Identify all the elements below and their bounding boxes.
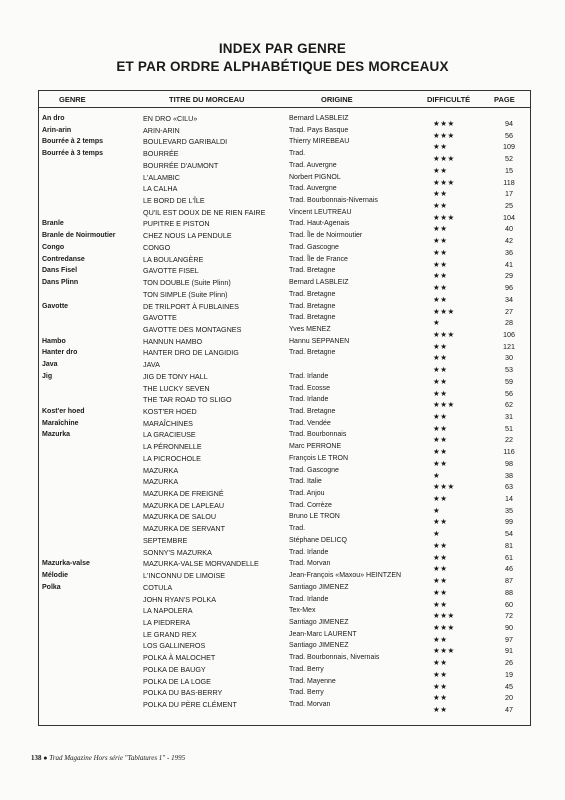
titre-cell: JAVA — [143, 360, 160, 370]
table-row — [39, 278, 530, 293]
page-cell: 26 — [505, 658, 513, 668]
titre-cell: MAZURKA DE LAPLEAU — [143, 500, 225, 510]
genre-cell: Kost'er hoed — [42, 408, 85, 415]
page-cell: 28 — [505, 318, 513, 328]
difficulte-cell: ★★ — [433, 669, 448, 679]
table-row — [39, 324, 530, 339]
origine-cell: Trad. Pays Basque — [289, 126, 349, 134]
difficulte-cell: ★★ — [433, 564, 448, 574]
table-row — [39, 676, 530, 691]
page-cell: 46 — [505, 564, 513, 574]
page-cell: 40 — [505, 224, 513, 234]
page-cell: 59 — [505, 376, 513, 386]
difficulte-cell: ★★ — [433, 423, 448, 433]
index-title-line1: INDEX PAR GENRE — [218, 41, 347, 56]
origine-cell: François LE TRON — [289, 454, 348, 462]
origine-cell: Trad. Île de France — [289, 255, 348, 263]
titre-cell: GAVOTTE — [143, 313, 177, 323]
origine-cell: Trad. Corrèze — [289, 501, 332, 509]
difficulte-cell: ★★ — [433, 447, 448, 457]
difficulte-cell: ★★ — [433, 412, 448, 421]
titre-cell: LA PIEDRERA — [143, 617, 191, 627]
titre-cell: QU'IL EST DOUX DE NE RIEN FAIRE — [143, 207, 266, 217]
origine-cell: Trad. Bretagne — [289, 302, 336, 310]
genre-cell: Branle — [42, 220, 64, 228]
page-cell: 54 — [505, 529, 513, 539]
page-cell: 106 — [503, 329, 515, 339]
table-row — [39, 266, 530, 281]
origine-cell: Trad. Bourbonnais, Nivernais — [289, 654, 380, 662]
difficulte-cell: ★ — [433, 470, 441, 480]
table-row — [39, 664, 530, 679]
page-cell: 61 — [505, 552, 513, 562]
table-row — [39, 559, 530, 574]
table-row — [39, 594, 530, 609]
difficulte-cell: ★★ — [433, 435, 448, 445]
difficulte-cell: ★★ — [433, 341, 448, 351]
table-row — [39, 524, 530, 539]
difficulte-cell: ★★ — [433, 517, 448, 527]
titre-cell: LA PICROCHOLE — [143, 453, 201, 463]
origine-cell: Bruno LE TRON — [289, 513, 340, 521]
table-row — [39, 383, 530, 398]
difficulte-cell: ★★ — [433, 294, 448, 304]
origine-cell: Trad. Italie — [289, 478, 322, 486]
genre-cell: Gavotte — [42, 302, 69, 310]
table-row — [39, 313, 530, 328]
page-cell: 34 — [505, 294, 513, 304]
titre-cell: CHEZ NOUS LA PENDULE — [143, 231, 232, 241]
origine-cell: Trad. Auvergne — [289, 161, 337, 169]
col-origine-header: ORIGINE — [321, 95, 353, 104]
table-row — [39, 418, 530, 433]
titre-cell: GAVOTTE FISEL — [143, 266, 199, 276]
col-difficulte-header: DIFFICULTÉ — [427, 95, 471, 104]
difficulte-cell: ★★★ — [433, 482, 455, 492]
table-row — [39, 442, 530, 457]
table-row — [39, 641, 530, 656]
table-row — [39, 219, 530, 234]
origine-cell: Trad. Irlande — [289, 396, 329, 404]
difficulte-cell: ★★ — [433, 388, 448, 398]
titre-cell: TON SIMPLE (Suite Plinn) — [143, 289, 228, 299]
page-cell: 35 — [505, 505, 513, 515]
difficulte-cell: ★★ — [433, 376, 448, 386]
origine-cell: Trad. Bretagne — [289, 314, 336, 322]
footer-publication: Trad Magazine Hors série "Tablatures 1" - 1995 — [49, 754, 186, 762]
difficulte-cell: ★★★ — [433, 154, 455, 164]
page-cell: 81 — [505, 540, 513, 550]
page-cell: 62 — [505, 400, 513, 410]
table-row — [39, 160, 530, 175]
page-cell: 87 — [505, 576, 513, 586]
titre-cell: BOULEVARD GARIBALDI — [143, 137, 228, 147]
titre-cell: BOURRÉE — [143, 149, 179, 159]
titre-cell: LA NAPOLERA — [143, 606, 193, 616]
origine-cell: Trad. Gascogne — [289, 243, 339, 251]
titre-cell: MAZURKA — [143, 465, 179, 475]
titre-cell: MAZURKA — [143, 477, 179, 487]
titre-cell: MAZURKA-VALSE MORVANDELLE — [143, 559, 259, 569]
table-row — [39, 289, 530, 304]
difficulte-cell: ★★ — [433, 353, 448, 363]
origine-cell: Trad. Berry — [289, 665, 324, 673]
difficulte-cell: ★★ — [433, 458, 448, 468]
genre-cell: Jig — [42, 372, 53, 380]
page-cell: 90 — [505, 622, 513, 632]
table-row — [39, 371, 530, 386]
difficulte-cell: ★★★ — [433, 646, 455, 656]
genre-cell: Java — [42, 361, 58, 369]
genre-cell: Bourrée à 3 temps — [42, 150, 104, 158]
genre-cell: Hambo — [42, 337, 66, 345]
table-row — [39, 465, 530, 480]
difficulte-cell: ★ — [433, 529, 441, 539]
page-cell: 52 — [505, 154, 513, 164]
table-row — [39, 137, 530, 152]
difficulte-cell: ★★ — [433, 587, 448, 597]
difficulte-cell: ★★★ — [433, 212, 455, 222]
titre-cell: ARIN-ARIN — [143, 125, 180, 135]
table-row — [39, 547, 530, 562]
origine-cell: Trad. Irlande — [289, 372, 329, 380]
origine-cell: Norbert PIGNOL — [289, 173, 341, 181]
index-title-line2: ET PAR ORDRE ALPHABÉTIQUE DES MORCEAUX — [116, 59, 449, 74]
origine-cell: Trad. Bourbonnais — [289, 431, 347, 439]
difficulte-cell: ★★ — [433, 271, 448, 281]
titre-cell: MAZURKA DE SALOU — [143, 512, 217, 522]
page-cell: 53 — [505, 365, 513, 375]
page-cell: 15 — [505, 165, 513, 175]
genre-cell: Mazurka-valse — [42, 560, 90, 568]
table-row — [39, 653, 530, 668]
difficulte-cell: ★ — [433, 318, 441, 328]
page-cell: 30 — [505, 353, 513, 363]
table-row — [39, 336, 530, 351]
titre-cell: L'INCONNU DE LIMOISE — [143, 571, 226, 581]
page-cell: 47 — [505, 705, 513, 714]
difficulte-cell: ★★ — [433, 247, 448, 257]
titre-cell: POLKA À MALOCHET — [143, 653, 216, 663]
genre-cell: Hanter dro — [42, 349, 78, 357]
origine-cell: Hannu SEPPANEN — [289, 337, 350, 345]
titre-cell: JIG DE TONY HALL — [143, 371, 208, 381]
difficulte-cell: ★★ — [433, 142, 448, 152]
table-row — [39, 149, 530, 164]
titre-cell: PUPITRE E PISTON — [143, 219, 210, 229]
difficulte-cell: ★★ — [433, 634, 448, 644]
origine-cell: Santiago JIMENEZ — [289, 618, 349, 626]
page-cell: 88 — [505, 587, 513, 597]
difficulte-cell: ★★ — [433, 658, 448, 668]
origine-cell: Stéphane DELICQ — [289, 536, 347, 544]
difficulte-cell: ★★ — [433, 365, 448, 375]
titre-cell: MAZURKA DE SERVANT — [143, 524, 226, 534]
titre-cell: MARAÎCHINES — [143, 418, 193, 428]
difficulte-cell: ★★★ — [433, 177, 455, 187]
page-cell: 42 — [505, 236, 513, 246]
difficulte-cell: ★★ — [433, 599, 448, 609]
table-row — [39, 196, 530, 211]
titre-cell: MAZURKA DE FREIGNÉ — [143, 489, 224, 499]
table-row — [39, 571, 530, 586]
difficulte-cell: ★★ — [433, 540, 448, 550]
col-page-header: PAGE — [494, 95, 515, 104]
table-row — [39, 207, 530, 222]
titre-cell: BOURRÉE D'AUMONT — [143, 160, 219, 170]
difficulte-cell: ★★ — [433, 494, 448, 504]
genre-cell: Contredanse — [42, 255, 85, 263]
origine-cell: Bernard LASBLEIZ — [289, 115, 349, 122]
titre-cell: LE GRAND REX — [143, 629, 197, 639]
titre-cell: LA GRACIEUSE — [143, 430, 196, 440]
page-cell: 56 — [505, 388, 513, 398]
difficulte-cell: ★★ — [433, 189, 448, 199]
titre-cell: POLKA DE LA LOGE — [143, 676, 211, 686]
origine-cell: Trad. Bourbonnais-Nivernais — [289, 197, 378, 205]
table-row — [39, 242, 530, 257]
difficulte-cell: ★★ — [433, 201, 448, 211]
page-cell: 63 — [505, 482, 513, 492]
page-cell: 22 — [505, 435, 513, 445]
origine-cell: Trad. Gascogne — [289, 466, 339, 474]
page-cell: 29 — [505, 271, 513, 281]
origine-cell: Jean-Marc LAURENT — [289, 630, 357, 638]
titre-cell: LE BORD DE L'ÎLE — [143, 196, 205, 206]
titre-cell: GAVOTTE DES MONTAGNES — [143, 324, 242, 334]
page-footer — [31, 754, 185, 762]
page-cell: 97 — [505, 634, 513, 644]
origine-cell: Trad. Haut-Agenais — [289, 220, 350, 228]
page-cell: 99 — [505, 517, 513, 527]
origine-cell: Vincent LEUTREAU — [289, 208, 352, 216]
table-row — [39, 184, 530, 199]
table-row — [39, 582, 530, 597]
page-cell: 91 — [505, 646, 513, 656]
origine-cell: Trad. Bretagne — [289, 267, 336, 275]
titre-cell: DE TRILPORT À FUBLAINES — [143, 301, 239, 311]
titre-cell: HANTER DRO DE LANGIDIG — [143, 348, 239, 358]
origine-cell: Trad. Morvan — [289, 560, 331, 568]
titre-cell: SONNY'S MAZURKA — [143, 547, 212, 557]
difficulte-cell: ★★ — [433, 576, 448, 586]
origine-cell: Trad. Bretagne — [289, 408, 336, 415]
table-row — [39, 395, 530, 410]
difficulte-cell: ★★★ — [433, 130, 455, 140]
titre-cell: HANNUN HAMBO — [143, 336, 203, 346]
origine-cell: Trad. — [289, 525, 306, 533]
origine-cell: Trad. Bretagne — [289, 290, 336, 298]
titre-cell: LOS GALLINEROS — [143, 641, 206, 651]
genre-cell: An dro — [42, 115, 65, 122]
page-cell: 98 — [505, 458, 513, 468]
table-row — [39, 453, 530, 468]
titre-cell: THE TAR ROAD TO SLIGO — [143, 395, 232, 405]
genre-cell: Branle de Noirmoutier — [42, 232, 116, 240]
difficulte-cell: ★★★ — [433, 329, 455, 339]
page-cell: 31 — [505, 412, 513, 421]
origine-cell: Marc PERRONE — [289, 443, 342, 451]
table-row — [39, 606, 530, 621]
page-cell: 118 — [503, 177, 515, 187]
footer-page-number: 138 — [31, 754, 42, 762]
page-cell: 109 — [503, 142, 515, 152]
origine-cell: Trad. Île de Noirmoutier — [289, 232, 363, 240]
difficulte-cell: ★★ — [433, 224, 448, 234]
genre-cell: Dans Fisel — [42, 267, 78, 275]
genre-cell: Congo — [42, 243, 65, 251]
table-row — [39, 231, 530, 246]
origine-cell: Thierry MIREBEAU — [289, 138, 350, 146]
titre-cell: CONGO — [143, 242, 171, 252]
difficulte-cell: ★ — [433, 505, 441, 515]
origine-cell: Trad. Vendée — [289, 419, 331, 427]
difficulte-cell: ★★★ — [433, 611, 455, 621]
page-cell: 121 — [503, 341, 515, 351]
genre-cell: Mazurka — [42, 431, 71, 439]
difficulte-cell: ★★ — [433, 259, 448, 269]
origine-cell: Tex-Mex — [289, 607, 316, 615]
genre-cell: Polka — [42, 583, 61, 591]
origine-cell: Trad. Anjou — [289, 490, 325, 498]
difficulte-cell: ★★ — [433, 283, 448, 293]
origine-cell: Santiago JIMENEZ — [289, 642, 349, 650]
page-cell: 56 — [505, 130, 513, 140]
table-row — [39, 348, 530, 363]
titre-cell: THE LUCKY SEVEN — [143, 383, 210, 393]
page-cell: 27 — [505, 306, 513, 316]
index-table — [38, 90, 531, 726]
page-cell: 38 — [505, 470, 513, 480]
table-row — [39, 114, 530, 128]
table-row — [39, 254, 530, 269]
titre-cell: LA PÉRONNELLE — [143, 442, 202, 452]
titre-cell: EN DRO «CILU» — [143, 114, 198, 123]
col-titre-header: TITRE DU MORCEAU — [169, 95, 245, 104]
page-cell: 94 — [505, 119, 513, 128]
page-cell: 36 — [505, 247, 513, 257]
titre-cell: L'ALAMBIC — [143, 172, 180, 182]
titre-cell: KOST'ER HOED — [143, 407, 197, 416]
difficulte-cell: ★★★ — [433, 119, 455, 128]
origine-cell: Santiago JIMENEZ — [289, 583, 349, 591]
table-row — [39, 489, 530, 504]
page-cell: 14 — [505, 494, 513, 504]
genre-cell: Mélodie — [42, 572, 69, 580]
table-row — [39, 172, 530, 187]
table-row — [39, 407, 530, 421]
titre-cell: TON DOUBLE (Suite Plinn) — [143, 278, 231, 288]
titre-cell: POLKA DU BAS-BERRY — [143, 688, 223, 698]
titre-cell: COTULA — [143, 582, 173, 592]
page-cell: 20 — [505, 693, 513, 703]
origine-cell: Trad. — [289, 150, 306, 158]
titre-cell: JOHN RYAN'S POLKA — [143, 594, 217, 604]
page-cell: 60 — [505, 599, 513, 609]
page-cell: 96 — [505, 283, 513, 293]
genre-cell: Maraîchine — [42, 419, 79, 427]
page-cell: 19 — [505, 669, 513, 679]
origine-cell: Yves MENEZ — [289, 325, 331, 333]
difficulte-cell: ★★ — [433, 693, 448, 703]
table-row — [39, 617, 530, 632]
col-genre-header: GENRE — [59, 95, 86, 104]
difficulte-cell: ★★★ — [433, 400, 455, 410]
table-row — [39, 500, 530, 515]
table-row — [39, 512, 530, 527]
difficulte-cell: ★★ — [433, 165, 448, 175]
table-row — [39, 535, 530, 550]
origine-cell: Trad. Auvergne — [289, 185, 337, 193]
origine-cell: Trad. Berry — [289, 689, 324, 697]
titre-cell: POLKA DE BAUGY — [143, 664, 206, 674]
titre-cell: LA CALHA — [143, 184, 178, 194]
genre-cell: Bourrée à 2 temps — [42, 138, 104, 146]
page-cell: 116 — [503, 447, 515, 457]
genre-cell: Dans Plinn — [42, 279, 79, 287]
table-row — [39, 125, 530, 140]
footer-bullet-icon: ● — [43, 754, 48, 762]
difficulte-cell: ★★★ — [433, 306, 455, 316]
table-row — [39, 360, 530, 375]
page-cell: 45 — [505, 681, 513, 691]
page-cell: 72 — [505, 611, 513, 621]
origine-cell: Trad. Mayenne — [289, 677, 336, 685]
origine-cell: Trad. Ecosse — [289, 384, 330, 392]
table-header — [39, 93, 530, 108]
page-cell: 104 — [503, 212, 515, 222]
origine-cell: Trad. Irlande — [289, 548, 329, 556]
origine-cell: Bernard LASBLEIZ — [289, 279, 349, 287]
origine-cell: Trad. Morvan — [289, 701, 331, 708]
table-row — [39, 629, 530, 644]
page-cell: 41 — [505, 259, 513, 269]
page-cell: 51 — [505, 423, 513, 433]
table-row — [39, 477, 530, 492]
difficulte-cell: ★★★ — [433, 622, 455, 632]
difficulte-cell: ★★ — [433, 681, 448, 691]
genre-cell: Arin-arin — [42, 126, 72, 134]
difficulte-cell: ★★ — [433, 236, 448, 246]
titre-cell: SEPTEMBRE — [143, 535, 188, 545]
table-row — [39, 688, 530, 703]
origine-cell: Jean-François «Maxou» HEINTZEN — [289, 572, 402, 580]
page-cell: 17 — [505, 189, 513, 199]
difficulte-cell: ★★ — [433, 705, 448, 714]
table-row — [39, 700, 530, 714]
titre-cell: POLKA DU PÈRE CLÉMENT — [143, 700, 237, 709]
table-row — [39, 430, 530, 445]
difficulte-cell: ★★ — [433, 552, 448, 562]
page-cell: 25 — [505, 201, 513, 211]
titre-cell: LA BOULANGÈRE — [143, 254, 204, 264]
table-row — [39, 301, 530, 316]
origine-cell: Trad. Bretagne — [289, 349, 336, 357]
origine-cell: Trad. Irlande — [289, 595, 329, 603]
